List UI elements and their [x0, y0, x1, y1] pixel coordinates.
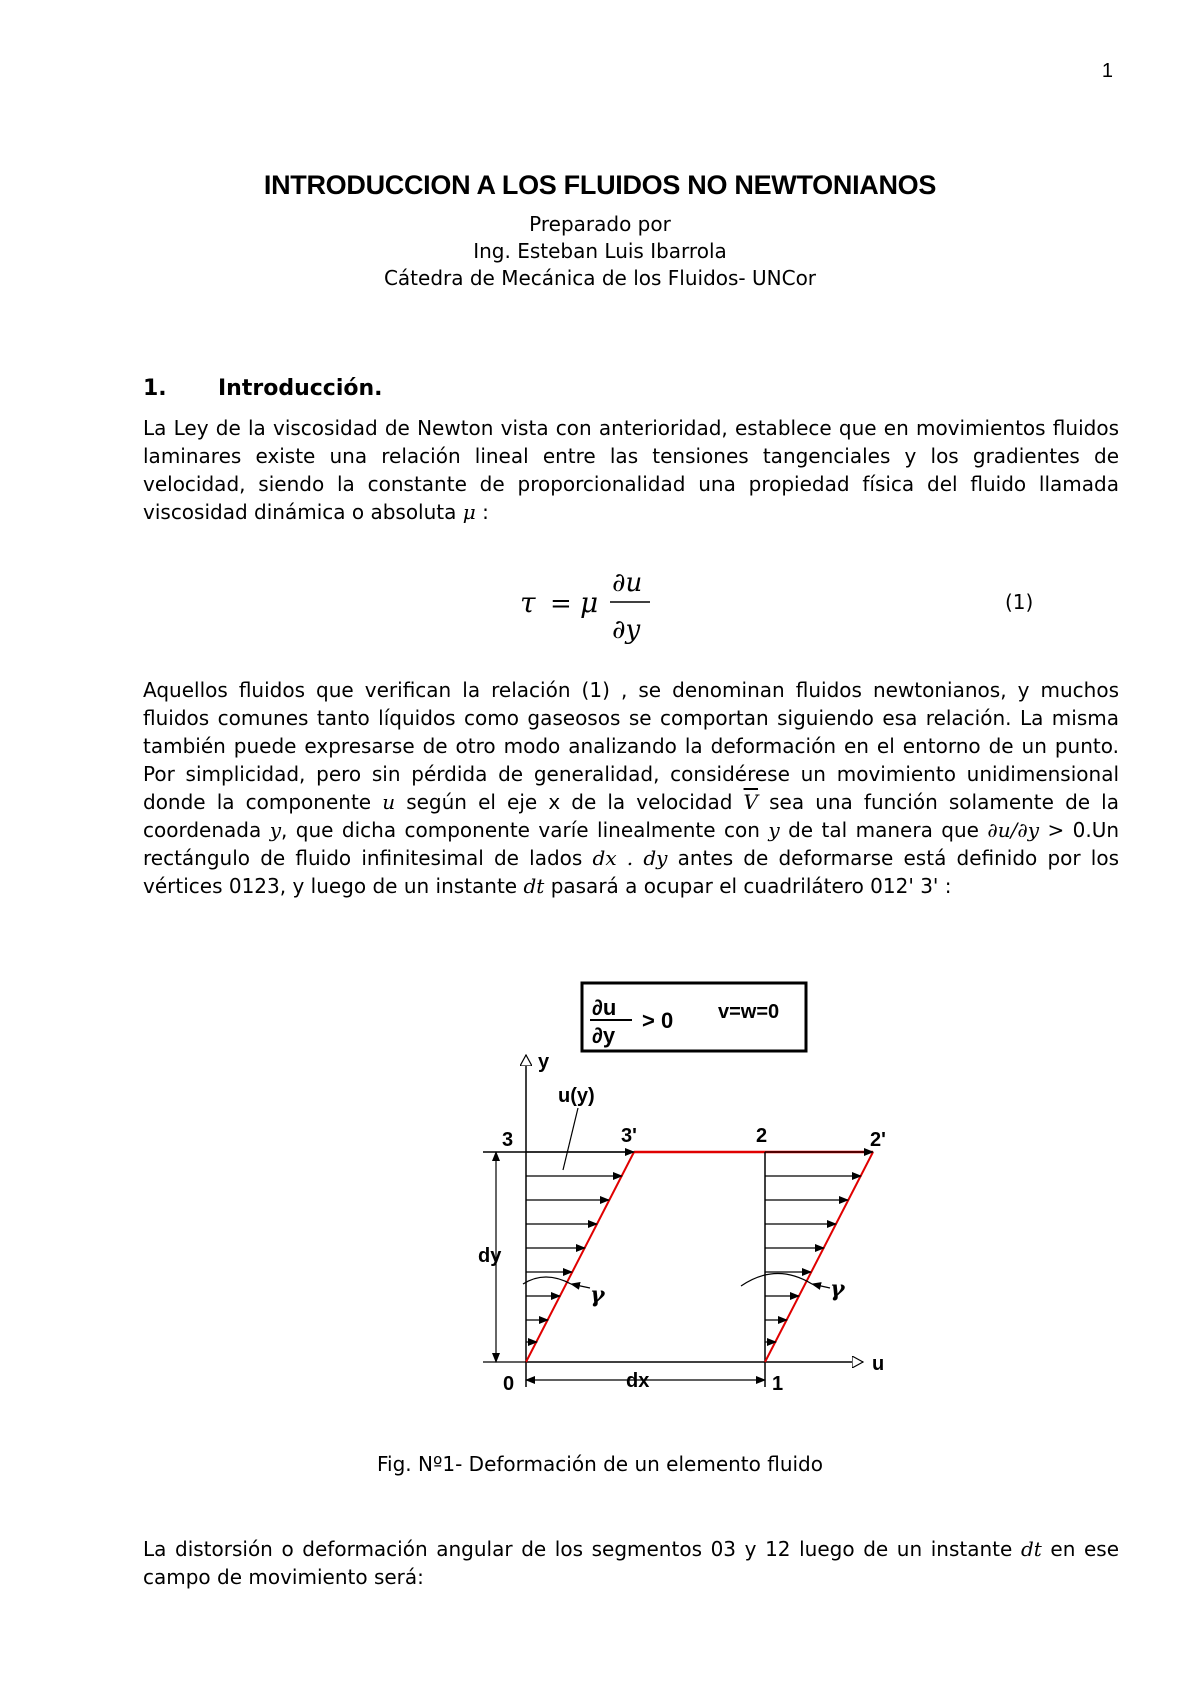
profile-leader — [563, 1108, 578, 1170]
paragraph-intro-end: : — [475, 500, 489, 524]
paragraph-intro — [143, 414, 1119, 526]
gamma-label-left: γ — [590, 1282, 605, 1308]
document-header — [0, 170, 1200, 292]
figure-fluid-deformation — [465, 978, 925, 1418]
p2-y-symbol-2: y — [768, 818, 780, 842]
point-2-prime: 2' — [870, 1129, 886, 1151]
eq-tau: τ — [520, 586, 536, 619]
page-number: 1 — [1101, 60, 1113, 82]
p2-v-vector: $\overline{V}$ — [743, 790, 758, 814]
p3-text-1: La distorsión o deformación angular de los segmentos 03 y 12 luego de un instante — [143, 1537, 1013, 1561]
u-axis-label: u — [872, 1353, 885, 1375]
p2-text-5: de tal manera que — [788, 818, 979, 842]
eq-numerator: ∂u — [612, 568, 643, 598]
figure-caption: Fig. Nº1- Deformación de un elemento fluido — [376, 1452, 823, 1476]
deformed-edge-0-3p — [526, 1152, 634, 1362]
p2-text-3: sea una función solamente de la coordenada — [143, 790, 1119, 842]
p2-text-2: según el eje x de la velocidad — [406, 790, 733, 814]
equation-label: (1) — [1005, 590, 1034, 614]
deformed-edge-1-2p — [765, 1152, 873, 1362]
profile-label: u(y) — [558, 1085, 595, 1107]
author-name: Ing. Esteban Luis Ibarrola — [473, 239, 727, 263]
box-numerator: ∂u — [592, 995, 617, 1020]
gamma-arc-left — [523, 1277, 571, 1284]
p3-text-2: en ese campo de movimiento será: — [143, 1537, 1120, 1589]
point-1: 1 — [772, 1373, 784, 1395]
dx-label: dx — [626, 1370, 650, 1392]
box-vw-zero: v=w=0 — [718, 1001, 780, 1023]
eq-mu: μ — [580, 586, 599, 619]
p2-derivative: ∂u/∂y — [987, 818, 1040, 842]
gamma-label-right: γ — [830, 1276, 845, 1302]
point-2: 2 — [756, 1125, 768, 1147]
box-denominator: ∂y — [592, 1023, 616, 1048]
p3-dt: dt — [1020, 1537, 1042, 1561]
section-title: Introducción. — [218, 376, 383, 401]
section-heading — [143, 376, 383, 401]
velocity-profile-left — [526, 1152, 634, 1342]
p2-text-1: Aquellos fluidos que verifican la relación (1) , se denominan fluidos newtonianos, y muchos fluidos comunes tanto líquidos como gaseosos se comportan siguiendo esa relación. La misma también puede expresarse de otro modo analizando la deformación en el entorno de un punto. Por simplicidad, pero sin pérdida de generalidad, considérese un movimiento unidimensional donde la componente — [143, 678, 1119, 814]
section-number: 1. — [143, 376, 167, 401]
box-greater-zero: > 0 — [642, 1008, 674, 1033]
document-title: INTRODUCCION A LOS FLUIDOS NO NEWTONIANOS — [263, 170, 937, 200]
eq-denominator: ∂y — [612, 615, 641, 645]
p2-u-symbol: u — [382, 790, 396, 814]
p2-text-6: > 0.Un rectángulo de fluido infinitesimal de lados — [143, 818, 1120, 870]
velocity-profile-right — [765, 1152, 873, 1342]
paragraph-distortion — [143, 1535, 1119, 1591]
p2-text-8: pasará a ocupar el cuadrilátero 012' 3' : — [550, 874, 952, 898]
p2-text-7: antes de deformarse está definido por los vértices 0123, y luego de un instante — [143, 846, 1119, 898]
paragraph-intro-text: La Ley de la viscosidad de Newton vista con anterioridad, establece que en movimientos fluidos laminares existe una relación lineal entre las tensiones tangenciales y los gradientes de velocidad, siendo la constante de proporcionalidad una propiedad física del fluido llamada viscosidad dinámica o absoluta — [143, 416, 1119, 524]
gamma-arc-right — [741, 1273, 812, 1286]
point-3: 3 — [502, 1129, 514, 1151]
gamma-pointer-left — [571, 1284, 590, 1288]
paragraph-deformation — [143, 676, 1119, 900]
y-axis-label: y — [538, 1051, 550, 1073]
mu-symbol: μ — [462, 500, 476, 524]
prepared-by: Preparado por — [529, 212, 671, 236]
point-3-prime: 3' — [621, 1125, 637, 1147]
p2-dxdy: dx . dy — [592, 846, 668, 870]
point-0: 0 — [503, 1373, 515, 1395]
p2-y-symbol: y — [269, 818, 281, 842]
eq-equals: = — [550, 589, 572, 619]
dy-label: dy — [478, 1245, 502, 1267]
p2-dt: dt — [523, 874, 545, 898]
gamma-pointer-right — [812, 1284, 830, 1288]
p2-text-4: , que dicha componente varíe linealmente con — [281, 818, 760, 842]
department: Cátedra de Mecánica de los Fluidos- UNCor — [383, 266, 817, 290]
